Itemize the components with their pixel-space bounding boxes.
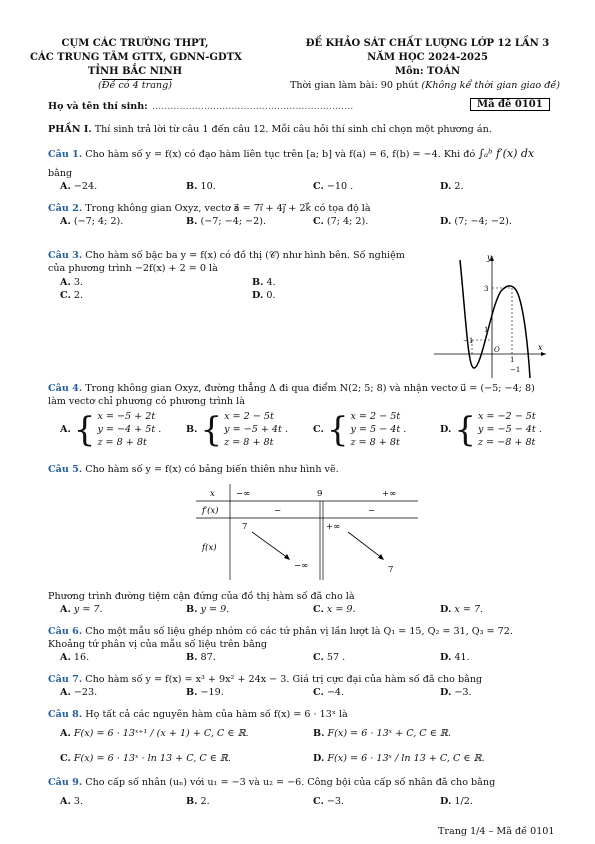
- q2-text: Trong không gian Oxyz, vectơ a⃗ = 7i⃗ + 4j⃗ + 2k⃗ có tọa độ là: [85, 203, 371, 214]
- q9-d: 1/2.: [454, 796, 473, 807]
- q8-c: F(x) = 6 · 13ˣ · ln 13 + C, C ∈ ℝ.: [73, 753, 231, 764]
- q5-text: Cho hàm số y = f(x) có bảng biến thiên như hình vẽ.: [85, 464, 339, 475]
- q3-b: 4.: [266, 277, 276, 288]
- q9-text: Cho cấp số nhân (uₙ) với u₁ = −3 và u₂ = −6. Công bội của cấp số nhân đã cho bằng: [85, 777, 496, 788]
- header-pages: (Đề có 4 trang): [97, 80, 172, 91]
- q1-stem: [48, 147, 534, 160]
- x-axis-arrow: [541, 352, 546, 356]
- q7-option-d[interactable]: [440, 687, 472, 698]
- q7-stem: [48, 674, 482, 685]
- q7-a: −23.: [73, 687, 98, 698]
- opt-letter: B.: [186, 604, 198, 615]
- q8-text: Họ tất cả các nguyên hàm của hàm số f(x) = 6 · 13ˣ là: [85, 709, 348, 720]
- opt-letter: C.: [313, 181, 324, 192]
- q1-a: −24.: [73, 181, 98, 192]
- q4-a-z: z = 8 + 8t: [97, 437, 147, 448]
- opt-letter: B.: [186, 687, 198, 698]
- opt-letter: C.: [313, 687, 324, 698]
- tick-ym1: −1: [510, 366, 521, 374]
- q3-c: 2.: [73, 290, 84, 301]
- opt-letter: B.: [186, 216, 198, 227]
- tbl-sign-1: −: [274, 506, 282, 516]
- q9-option-b[interactable]: [186, 796, 210, 807]
- q8-d: F(x) = 6 · 13ˣ / ln 13 + C, C ∈ ℝ.: [327, 753, 485, 764]
- q1-option-a[interactable]: [60, 181, 97, 192]
- q8-option-a[interactable]: [60, 728, 249, 739]
- exam-time: [260, 80, 590, 91]
- q1-d: 2.: [454, 181, 464, 192]
- q2-stem: [48, 203, 371, 214]
- opt-letter: D.: [440, 604, 452, 615]
- opt-letter: B.: [186, 424, 198, 435]
- exam-year: NĂM HỌC 2024-2025: [367, 52, 488, 63]
- opt-letter: A.: [60, 728, 71, 739]
- q5-option-a[interactable]: [60, 604, 103, 615]
- q7-label: Câu 7.: [48, 674, 83, 685]
- exam-time-main: Thời gian làm bài: 90 phút: [289, 80, 419, 91]
- opt-letter: C.: [313, 652, 324, 663]
- q4-option-c[interactable]: [313, 410, 406, 449]
- tick-y1: 1: [484, 326, 489, 334]
- opt-letter: A.: [60, 796, 71, 807]
- exam-title: ĐỀ KHẢO SÁT CHẤT LƯỢNG LỚP 12 LẦN 3: [305, 38, 550, 49]
- q2-option-c[interactable]: [313, 216, 368, 227]
- q6-text1: Cho một mẫu số liệu ghép nhóm có các tứ phân vị lần lượt là Q₁ = 15, Q₂ = 31, Q₃ = 72.: [85, 626, 513, 637]
- brace: {: [326, 409, 349, 450]
- opt-letter: A.: [60, 687, 71, 698]
- opt-letter: D.: [440, 424, 452, 435]
- q5-stem: [48, 464, 339, 475]
- opt-letter: B.: [313, 728, 325, 739]
- q4-text1: Trong không gian Oxyz, đường thẳng Δ đi qua điểm N(2; 5; 8) và nhận vectơ u⃗ = (−5; −4; 8): [85, 383, 535, 394]
- opt-letter: D.: [252, 290, 264, 301]
- q3-option-c[interactable]: [60, 290, 83, 301]
- q4-stem: [48, 383, 535, 394]
- q7-c: −4.: [326, 687, 345, 698]
- student-name-label: Họ và tên thí sinh:: [48, 101, 148, 112]
- tbl-sign-2: −: [368, 506, 376, 516]
- q9-a: 3.: [73, 796, 84, 807]
- q4-a-y: y = −4 + 5t .: [97, 424, 162, 435]
- q4-option-a[interactable]: [60, 410, 161, 449]
- header-underline: [102, 79, 172, 80]
- label-x: x: [538, 343, 543, 352]
- q5-variation-table: [196, 484, 418, 580]
- tbl-x-minf: −∞: [236, 489, 251, 499]
- q6-c: 57 .: [326, 652, 346, 663]
- q2-a: (−7; 4; 2).: [73, 216, 124, 227]
- opt-letter: D.: [440, 652, 452, 663]
- q4-option-b[interactable]: [186, 410, 288, 449]
- q4-d-y: y = −5 − 4t .: [477, 424, 542, 435]
- q1-option-b[interactable]: [186, 181, 216, 192]
- q8-label: Câu 8.: [48, 709, 83, 720]
- brace: {: [73, 409, 96, 450]
- opt-letter: B.: [252, 277, 264, 288]
- q6-label: Câu 6.: [48, 626, 83, 637]
- q4-d-z: z = −8 + 8t: [477, 437, 536, 448]
- q8-a: F(x) = 6 · 13ˣ⁺¹ / (x + 1) + C, C ∈ ℝ.: [73, 728, 249, 739]
- brace: {: [200, 409, 223, 450]
- q9-label: Câu 9.: [48, 777, 83, 788]
- opt-letter: A.: [60, 652, 71, 663]
- q5-b: y = 9.: [200, 604, 230, 615]
- tbl-f-7a: 7: [242, 522, 248, 532]
- q3-option-d[interactable]: [252, 290, 276, 301]
- q3-stem: [48, 250, 405, 261]
- q4-label: Câu 4.: [48, 383, 83, 394]
- exam-code-box: Mã đề 0101: [470, 98, 550, 111]
- opt-letter: A.: [60, 277, 71, 288]
- cubic-curve: [460, 260, 530, 378]
- q2-d: (7; −4; −2).: [454, 216, 512, 227]
- opt-letter: A.: [60, 604, 71, 615]
- q1-text: Cho hàm số y = f(x) có đạo hàm liên tục trên [a; b] và f(a) = 6, f(b) = −4. Khi đó: [85, 149, 476, 160]
- q8-b: F(x) = 6 · 13ˣ + C, C ∈ ℝ.: [327, 728, 451, 739]
- arrow-down-1: [252, 532, 288, 558]
- brace: {: [454, 409, 476, 450]
- q1-tail: bằng: [48, 168, 73, 179]
- opt-letter: D.: [440, 181, 452, 192]
- q2-label: Câu 2.: [48, 203, 83, 214]
- q8-option-d[interactable]: [313, 753, 485, 764]
- q5-option-b[interactable]: [186, 604, 229, 615]
- label-origin: O: [494, 346, 500, 354]
- opt-letter: A.: [60, 424, 71, 435]
- part1-instruction: [48, 124, 492, 135]
- arrow-head-2: [378, 554, 384, 560]
- q9-b: 2.: [200, 796, 210, 807]
- q9-stem: [48, 777, 495, 788]
- q9-option-c[interactable]: [313, 796, 344, 807]
- opt-letter: A.: [60, 181, 71, 192]
- q4-c-y: y = 5 − 4t .: [350, 424, 407, 435]
- arrow-head-1: [284, 554, 290, 560]
- student-name-field[interactable]: ..................................................................: [152, 101, 354, 112]
- opt-letter: B.: [186, 652, 198, 663]
- q5-option-c[interactable]: [313, 604, 356, 615]
- opt-letter: C.: [313, 424, 324, 435]
- tbl-f-minf: −∞: [294, 561, 309, 571]
- q8-option-c[interactable]: [60, 753, 231, 764]
- q4-d-x: x = −2 − 5t: [477, 411, 536, 422]
- q7-d: −3.: [454, 687, 472, 698]
- q3-option-a[interactable]: [60, 277, 83, 288]
- q3-stem-2: của phương trình −2f(x) + 2 = 0 là: [48, 263, 218, 274]
- q6-option-a[interactable]: [60, 652, 89, 663]
- opt-letter: C.: [313, 604, 324, 615]
- opt-letter: A.: [60, 216, 71, 227]
- tick-y3: 3: [484, 285, 489, 293]
- q7-option-b[interactable]: [186, 687, 224, 698]
- header-org-1: CỤM CÁC TRƯỜNG THPT,: [61, 38, 209, 49]
- tick-ym1-left: −1: [463, 337, 474, 345]
- arrow-down-2: [348, 532, 382, 558]
- q5-option-d[interactable]: [440, 604, 483, 615]
- tbl-f: f(x): [202, 543, 217, 553]
- part1-label: PHẦN I.: [48, 124, 92, 135]
- q2-option-b[interactable]: [186, 216, 266, 227]
- page-footer: Trang 1/4 – Mã đề 0101: [438, 826, 555, 837]
- q4-b-z: z = 8 + 8t: [224, 437, 274, 448]
- opt-letter: B.: [186, 796, 198, 807]
- q6-option-d[interactable]: [440, 652, 470, 663]
- opt-letter: C.: [60, 290, 71, 301]
- q1-option-d[interactable]: [440, 181, 464, 192]
- opt-letter: D.: [313, 753, 325, 764]
- tbl-f-7b: 7: [388, 565, 394, 575]
- q7-text: Cho hàm số y = f(x) = x³ + 9x² + 24x − 3. Giá trị cực đại của hàm số đã cho bằng: [85, 674, 483, 685]
- opt-letter: D.: [440, 687, 452, 698]
- q6-d: 41.: [454, 652, 470, 663]
- exam-subject: Môn: TOÁN: [394, 66, 461, 77]
- q3-d: 0.: [266, 290, 276, 301]
- opt-letter: D.: [440, 216, 452, 227]
- q9-c: −3.: [326, 796, 345, 807]
- header-org-2: CÁC TRUNG TÂM GTTX, GDNN-GDTX: [30, 52, 242, 63]
- q3-text1: Cho hàm số bậc ba y = f(x) có đồ thị (𝒞) như hình bên. Số nghiệm: [85, 250, 405, 261]
- q7-option-a[interactable]: [60, 687, 97, 698]
- q9-option-a[interactable]: [60, 796, 83, 807]
- q1-label: Câu 1.: [48, 149, 83, 160]
- q4-c-x: x = 2 − 5t: [350, 411, 401, 422]
- q3-label: Câu 3.: [48, 250, 83, 261]
- q4-a-x: x = −5 + 2t: [97, 411, 156, 422]
- q1-c: −10 .: [326, 181, 354, 192]
- q6-option-b[interactable]: [186, 652, 216, 663]
- part1-text: Thí sinh trả lời từ câu 1 đến câu 12. Mỗi câu hỏi thí sinh chỉ chọn một phương án.: [94, 124, 492, 135]
- tbl-x-pinf: +∞: [382, 489, 397, 499]
- opt-letter: C.: [60, 753, 71, 764]
- q5-c: x = 9.: [326, 604, 356, 615]
- q4-c-z: z = 8 + 8t: [350, 437, 400, 448]
- q3-option-b[interactable]: [252, 277, 276, 288]
- q2-option-d[interactable]: [440, 216, 512, 227]
- q8-option-b[interactable]: [313, 728, 451, 739]
- tbl-x-9: 9: [317, 489, 323, 499]
- q5-label: Câu 5.: [48, 464, 83, 475]
- q6-b: 87.: [200, 652, 216, 663]
- opt-letter: B.: [186, 181, 198, 192]
- q8-stem: [48, 709, 348, 720]
- q3-a: 3.: [73, 277, 84, 288]
- q3-graph: [430, 250, 550, 380]
- q5-d: x = 7.: [454, 604, 484, 615]
- exam-time-note: (Không kể thời gian giao đề): [421, 80, 561, 91]
- q1-b: 10.: [200, 181, 216, 192]
- q5-a: y = 7.: [73, 604, 103, 615]
- q6-stem: [48, 626, 513, 637]
- q5-ask: Phương trình đường tiệm cận đứng của đồ thị hàm số đã cho là: [48, 591, 355, 602]
- header-org-3: TỈNH BẮC NINH: [87, 66, 183, 77]
- tbl-f-pinf: +∞: [326, 522, 341, 532]
- tbl-fp: f′(x): [202, 506, 219, 516]
- q4-option-d[interactable]: [440, 410, 542, 449]
- q4-stem-2: làm vectơ chỉ phương có phương trình là: [48, 396, 245, 407]
- q2-c: (7; 4; 2).: [326, 216, 369, 227]
- opt-letter: C.: [313, 216, 324, 227]
- q2-option-a[interactable]: [60, 216, 123, 227]
- q7-b: −19.: [200, 687, 224, 698]
- q6-option-c[interactable]: [313, 652, 345, 663]
- q6-stem-2: Khoảng tứ phân vị của mẫu số liệu trên bằng: [48, 639, 268, 650]
- q4-b-y: y = −5 + 4t .: [224, 424, 288, 435]
- q1-option-c[interactable]: [313, 181, 353, 192]
- q6-a: 16.: [73, 652, 90, 663]
- opt-letter: D.: [440, 796, 452, 807]
- label-y: y: [487, 253, 492, 262]
- q2-b: (−7; −4; −2).: [200, 216, 267, 227]
- opt-letter: C.: [313, 796, 324, 807]
- tick-x1: 1: [510, 356, 515, 364]
- q9-option-d[interactable]: [440, 796, 473, 807]
- q7-option-c[interactable]: [313, 687, 344, 698]
- tbl-x: x: [210, 489, 215, 499]
- q4-b-x: x = 2 − 5t: [224, 411, 274, 422]
- q1-integral: ∫ₐᵇ f′(x) dx: [478, 147, 535, 160]
